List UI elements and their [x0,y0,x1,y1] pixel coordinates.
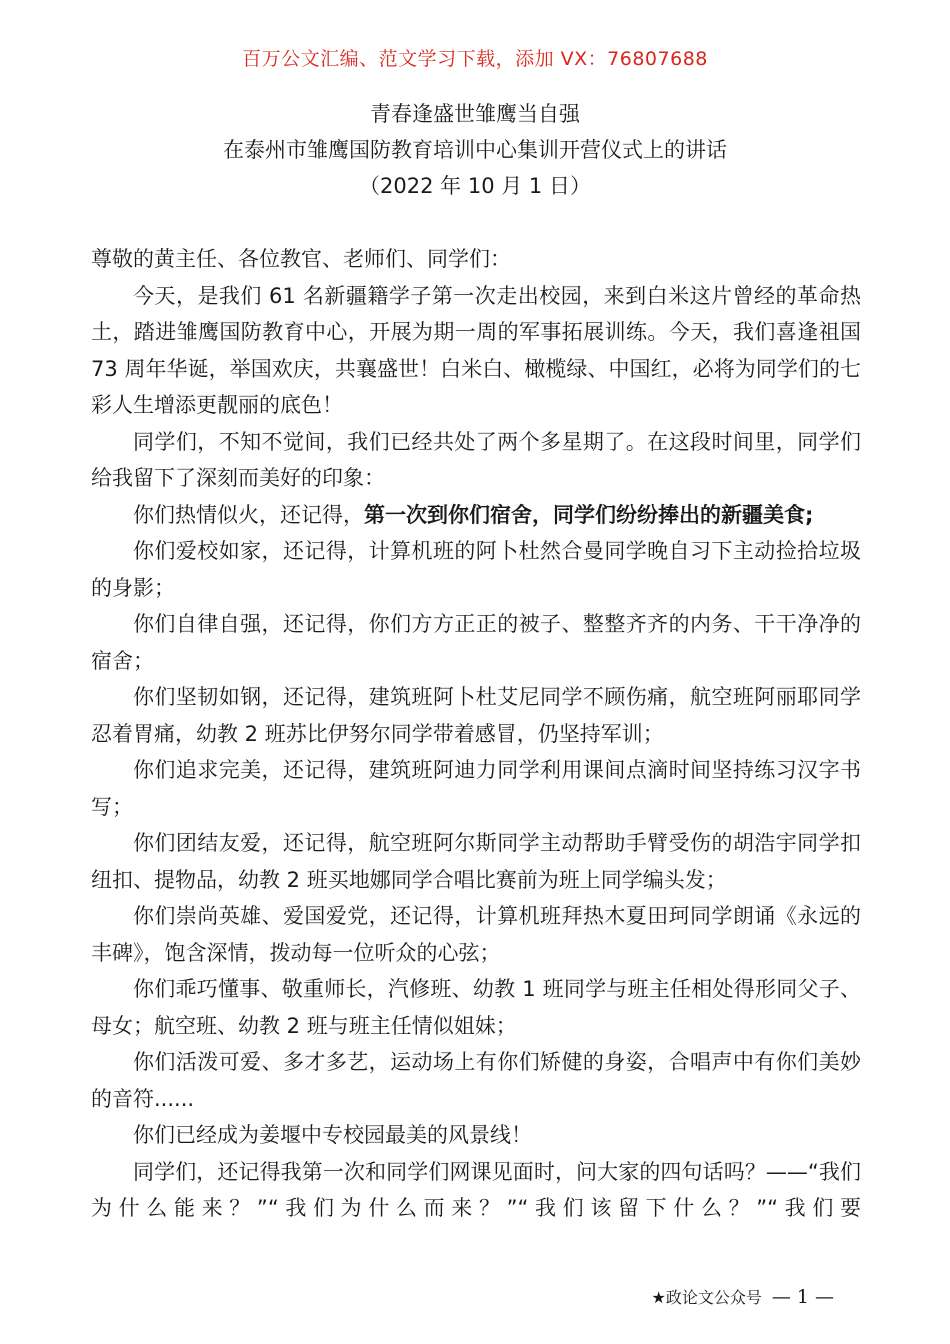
paragraph: 你们团结友爱，还记得，航空班阿尔斯同学主动帮助手臂受伤的胡浩宇同学扣纽扣、提物品，幼教 2 班买地娜同学合唱比赛前为班上同学编头发； [91,831,861,892]
document-title: 青春逢盛世雏鹰当自强 [370,102,580,126]
document-date: （2022 年 10 月 1 日） [359,174,591,198]
paragraph: 你们爱校如家，还记得，计算机班的阿卜杜然合曼同学晚自习下主动捡拾垃圾的身影； [91,539,861,600]
paragraph: 你们已经成为姜堰中专校园最美的风景线！ [133,1123,532,1147]
paragraph: 同学们，不知不觉间，我们已经共处了两个多星期了。在这段时间里，同学们给我留下了深刻而美好的印象： [91,429,861,490]
paragraph: 你们自律自强，还记得，你们方方正正的被子、整整齐齐的内务、干干净净的宿舍； [91,612,861,673]
paragraph: 你们崇尚英雄、爱国爱党，还记得，计算机班拜热木夏田珂同学朗诵《永远的丰碑》，饱含深情，拨动每一位听众的心弦； [91,904,861,965]
page-number: — 1 — [771,1286,834,1308]
bold-emphasis: 第一次到你们宿舍，同学们纷纷捧出的新疆美食; [364,502,814,527]
paragraph: 今天，是我们 61 名新疆籍学子第一次走出校园，来到白米这片曾经的革命热土，踏进雏鹰国防教育中心，开展为期一周的军事拓展训练。今天，我们喜逢祖国 73 周年华诞，举国欢庆，共襄盛世！白米白、橄榄绿、中国红，必将为同学们的七彩人生增添更靓丽的底色！ [91,283,861,417]
footer-source: ★政论文公众号 [651,1288,762,1307]
page-footer [651,1285,834,1308]
paragraph-lead: 你们热情似火，还记得， [133,502,364,527]
paragraph: 你们活泼可爱、多才多艺，运动场上有你们矫健的身姿，合唱声中有你们美妙的音符...... [91,1050,861,1111]
paragraph: 同学们，还记得我第一次和同学们网课见面时，问大家的四句话吗？——“我们为什么能来？”“我们为什么而来？”“我们该留下什么？”“我们要 [91,1159,861,1220]
paragraph [91,497,861,534]
salutation: 尊敬的黄主任、各位教官、老师们、同学们： [91,247,511,271]
paragraph: 你们追求完美，还记得，建筑班阿迪力同学利用课间点滴时间坚持练习汉字书写； [91,758,861,819]
paragraph: 你们坚韧如钢，还记得，建筑班阿卜杜艾尼同学不顾伤痛，航空班阿丽耶同学忍着胃痛，幼教 2 班苏比伊努尔同学带着感冒，仍坚持军训； [91,685,861,746]
document-body [91,241,861,1227]
document-header [0,96,950,204]
watermark-banner: 百万公文汇编、范文学习下载，添加 VX：76807688 [242,48,708,70]
paragraph: 你们乖巧懂事、敬重师长，汽修班、幼教 1 班同学与班主任相处得形同父子、母女；航空班、幼教 2 班与班主任情似姐妹； [91,977,861,1038]
document-subtitle: 在泰州市雏鹰国防教育培训中心集训开营仪式上的讲话 [223,138,727,162]
